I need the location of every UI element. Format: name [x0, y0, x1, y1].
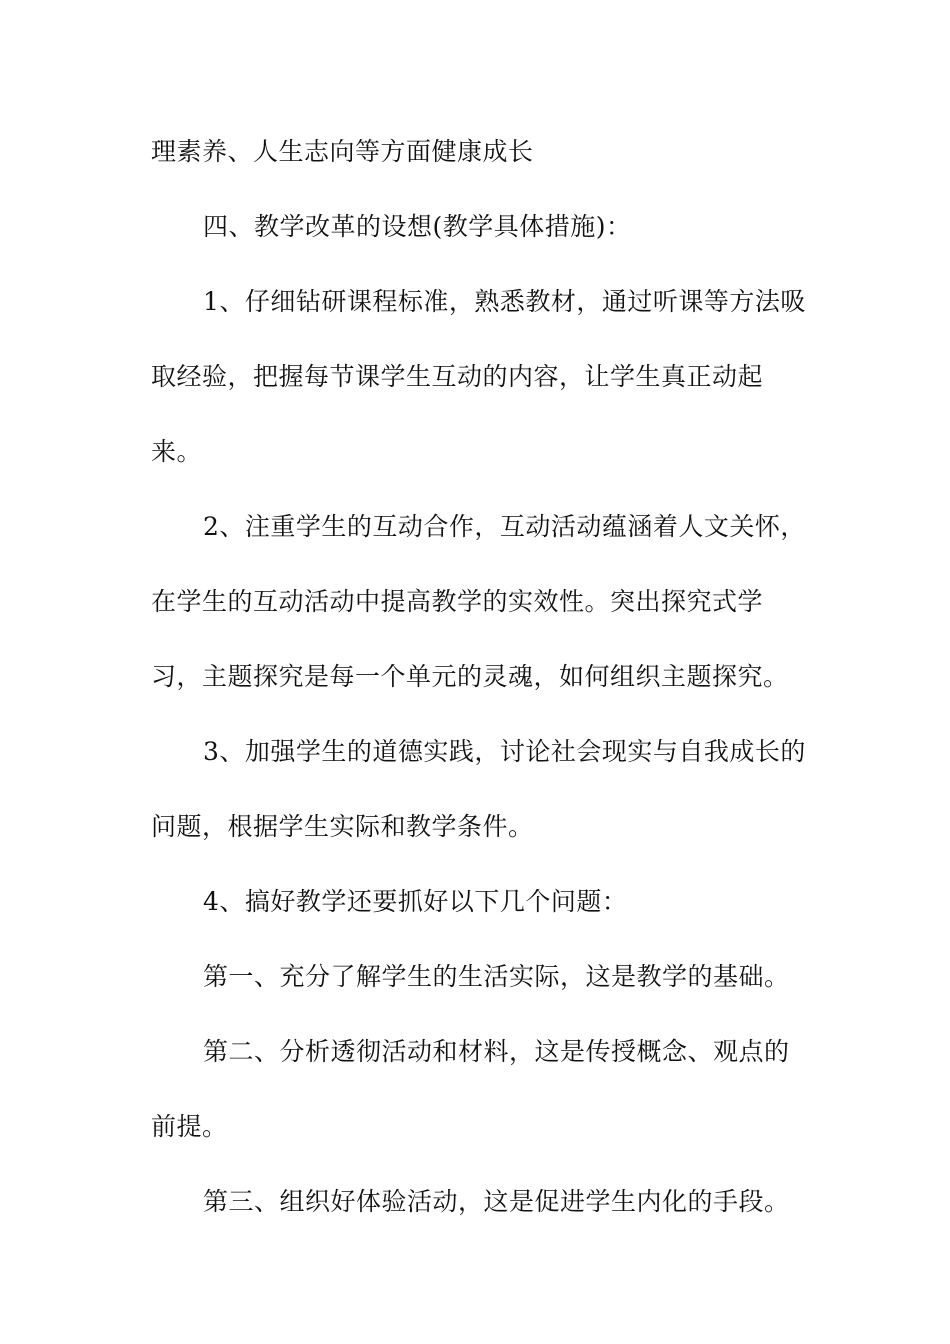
text-line-7: 在学生的互动活动中提高教学的实效性。突出探究式学 [151, 587, 764, 616]
text-line-5: 来。 [151, 437, 203, 466]
text-line-13: 第二、分析透彻活动和材料，这是传授概念、观点的 [203, 1037, 790, 1066]
text-line-12: 第一、充分了解学生的生活实际，这是教学的基础。 [203, 962, 790, 991]
text-line-6: 2、注重学生的互动合作，互动活动蕴涵着人文关怀， [203, 512, 806, 541]
text-line-1: 理素养、人生志向等方面健康成长 [151, 137, 534, 166]
text-line-3: 1、仔细钻研课程标准，熟悉教材，通过听课等方法吸 [203, 287, 806, 316]
text-line-10: 问题，根据学生实际和教学条件。 [151, 812, 534, 841]
section-heading-4: 四、教学改革的设想(教学具体措施)： [203, 212, 632, 241]
text-line-8: 习，主题探究是每一个单元的灵魂，如何组织主题探究。 [151, 662, 789, 691]
text-line-15: 第三、组织好体验活动，这是促进学生内化的手段。 [203, 1187, 790, 1216]
text-line-14: 前提。 [151, 1112, 228, 1141]
text-line-4: 取经验，把握每节课学生互动的内容，让学生真正动起 [151, 362, 764, 391]
text-line-11: 4、搞好教学还要抓好以下几个问题： [203, 887, 628, 916]
text-line-9: 3、加强学生的道德实践，讨论社会现实与自我成长的 [203, 737, 806, 766]
